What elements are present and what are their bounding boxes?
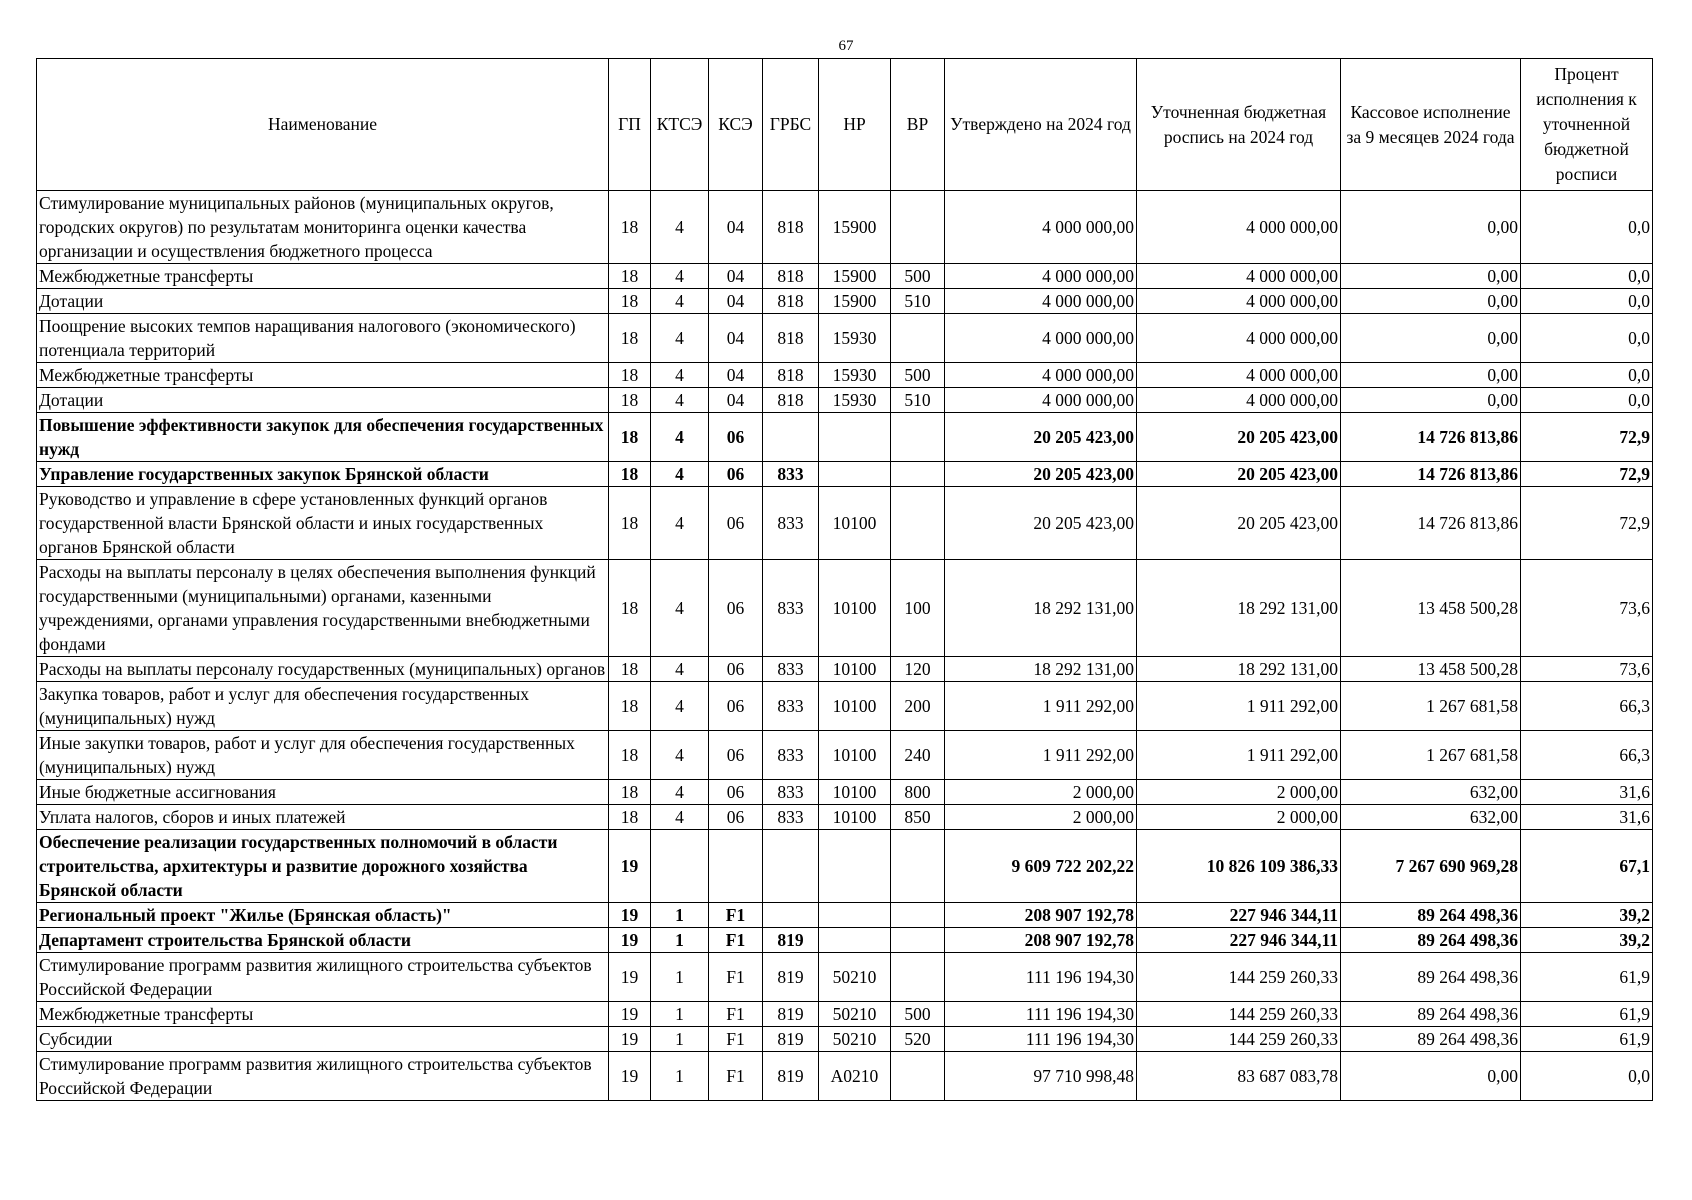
table-row [37, 388, 1653, 413]
cell-nr: 50210 [819, 953, 891, 1002]
table-row [37, 953, 1653, 1002]
cell-refined: 4 000 000,00 [1137, 388, 1341, 413]
cell-approved: 20 205 423,00 [945, 487, 1137, 560]
cell-approved: 208 907 192,78 [945, 928, 1137, 953]
cell-ktse: 4 [651, 780, 709, 805]
cell-gp: 18 [609, 805, 651, 830]
cell-name: Иные закупки товаров, работ и услуг для обеспечения государственных (муниципальных) нужд [37, 731, 609, 780]
cell-gp: 18 [609, 388, 651, 413]
cell-ktse: 4 [651, 289, 709, 314]
table-row [37, 1002, 1653, 1027]
table-row [37, 560, 1653, 657]
cell-vr [891, 413, 945, 462]
cell-nr [819, 462, 891, 487]
cell-percent: 66,3 [1521, 731, 1653, 780]
cell-name: Межбюджетные трансферты [37, 363, 609, 388]
cell-percent: 31,6 [1521, 780, 1653, 805]
cell-grbs: 819 [763, 1052, 819, 1101]
table-row [37, 1052, 1653, 1101]
cell-refined: 4 000 000,00 [1137, 191, 1341, 264]
cell-ktse: 4 [651, 731, 709, 780]
cell-nr: 50210 [819, 1027, 891, 1052]
table-row [37, 805, 1653, 830]
cell-name: Руководство и управление в сфере установленных функций органов государственной власти Брянской области и иных государственных органов Брянской области [37, 487, 609, 560]
cell-ktse: 4 [651, 487, 709, 560]
cell-percent: 0,0 [1521, 363, 1653, 388]
cell-nr [819, 413, 891, 462]
header-approved: Утверждено на 2024 год [945, 59, 1137, 191]
header-refined: Уточненная бюджетная роспись на 2024 год [1137, 59, 1341, 191]
cell-kse: 06 [709, 805, 763, 830]
cell-name: Стимулирование программ развития жилищного строительства субъектов Российской Федерации [37, 953, 609, 1002]
cell-kse: 06 [709, 731, 763, 780]
cell-kse: 04 [709, 363, 763, 388]
cell-vr: 100 [891, 560, 945, 657]
cell-gp: 19 [609, 903, 651, 928]
cell-vr: 200 [891, 682, 945, 731]
cell-refined: 83 687 083,78 [1137, 1052, 1341, 1101]
cell-approved: 111 196 194,30 [945, 953, 1137, 1002]
cell-vr [891, 928, 945, 953]
table-row [37, 731, 1653, 780]
cell-nr: 15900 [819, 289, 891, 314]
budget-table [36, 58, 1653, 1101]
table-row [37, 264, 1653, 289]
cell-kse: 06 [709, 657, 763, 682]
cell-ktse: 4 [651, 413, 709, 462]
cell-refined: 144 259 260,33 [1137, 1027, 1341, 1052]
cell-approved: 111 196 194,30 [945, 1002, 1137, 1027]
cell-grbs: 818 [763, 388, 819, 413]
cell-vr: 240 [891, 731, 945, 780]
cell-approved: 18 292 131,00 [945, 657, 1137, 682]
cell-grbs: 818 [763, 264, 819, 289]
cell-kse: 06 [709, 780, 763, 805]
cell-cash: 13 458 500,28 [1341, 657, 1521, 682]
cell-cash: 0,00 [1341, 264, 1521, 289]
cell-gp: 18 [609, 289, 651, 314]
cell-cash: 632,00 [1341, 780, 1521, 805]
cell-name: Департамент строительства Брянской области [37, 928, 609, 953]
cell-name: Стимулирование программ развития жилищного строительства субъектов Российской Федерации [37, 1052, 609, 1101]
cell-nr: 10100 [819, 487, 891, 560]
cell-vr: 510 [891, 289, 945, 314]
cell-name: Обеспечение реализации государственных полномочий в области строительства, архитектуры и развитие дорожного хозяйства Брянской области [37, 830, 609, 903]
cell-refined: 227 946 344,11 [1137, 928, 1341, 953]
cell-grbs: 819 [763, 1027, 819, 1052]
cell-nr [819, 830, 891, 903]
cell-nr: 10100 [819, 780, 891, 805]
cell-gp: 18 [609, 314, 651, 363]
cell-kse: 04 [709, 289, 763, 314]
table-row [37, 657, 1653, 682]
cell-ktse: 4 [651, 314, 709, 363]
cell-vr [891, 191, 945, 264]
cell-ktse: 1 [651, 903, 709, 928]
cell-vr [891, 1052, 945, 1101]
cell-ktse: 4 [651, 805, 709, 830]
cell-approved: 4 000 000,00 [945, 314, 1137, 363]
cell-kse: F1 [709, 1027, 763, 1052]
cell-nr: 15900 [819, 264, 891, 289]
cell-gp: 18 [609, 264, 651, 289]
cell-percent: 73,6 [1521, 560, 1653, 657]
cell-gp: 18 [609, 657, 651, 682]
cell-nr: 10100 [819, 805, 891, 830]
cell-ktse: 1 [651, 1027, 709, 1052]
header-row [37, 59, 1653, 191]
cell-ktse: 1 [651, 1052, 709, 1101]
cell-approved: 2 000,00 [945, 780, 1137, 805]
cell-vr: 500 [891, 264, 945, 289]
table-row [37, 462, 1653, 487]
table-row [37, 191, 1653, 264]
cell-cash: 14 726 813,86 [1341, 413, 1521, 462]
cell-percent: 66,3 [1521, 682, 1653, 731]
cell-refined: 144 259 260,33 [1137, 953, 1341, 1002]
cell-refined: 4 000 000,00 [1137, 363, 1341, 388]
cell-cash: 632,00 [1341, 805, 1521, 830]
cell-vr: 800 [891, 780, 945, 805]
cell-gp: 19 [609, 1027, 651, 1052]
cell-cash: 1 267 681,58 [1341, 731, 1521, 780]
cell-approved: 9 609 722 202,22 [945, 830, 1137, 903]
cell-nr: 10100 [819, 682, 891, 731]
cell-nr: A0210 [819, 1052, 891, 1101]
header-cash: Кассовое исполнение за 9 месяцев 2024 года [1341, 59, 1521, 191]
cell-name: Поощрение высоких темпов наращивания налогового (экономического) потенциала территорий [37, 314, 609, 363]
cell-cash: 0,00 [1341, 1052, 1521, 1101]
cell-nr: 10100 [819, 560, 891, 657]
cell-cash: 1 267 681,58 [1341, 682, 1521, 731]
cell-cash: 0,00 [1341, 363, 1521, 388]
cell-gp: 18 [609, 487, 651, 560]
cell-ktse [651, 830, 709, 903]
cell-refined: 10 826 109 386,33 [1137, 830, 1341, 903]
cell-kse: 04 [709, 191, 763, 264]
cell-nr [819, 928, 891, 953]
cell-refined: 4 000 000,00 [1137, 314, 1341, 363]
cell-grbs: 818 [763, 363, 819, 388]
cell-gp: 19 [609, 1002, 651, 1027]
cell-approved: 4 000 000,00 [945, 264, 1137, 289]
cell-cash: 0,00 [1341, 289, 1521, 314]
table-row [37, 363, 1653, 388]
cell-percent: 72,9 [1521, 413, 1653, 462]
table-body [37, 191, 1653, 1101]
cell-kse: F1 [709, 1002, 763, 1027]
cell-gp: 18 [609, 363, 651, 388]
cell-gp: 18 [609, 462, 651, 487]
cell-percent: 39,2 [1521, 928, 1653, 953]
cell-grbs: 819 [763, 1002, 819, 1027]
cell-refined: 1 911 292,00 [1137, 731, 1341, 780]
cell-approved: 111 196 194,30 [945, 1027, 1137, 1052]
cell-cash: 14 726 813,86 [1341, 462, 1521, 487]
cell-name: Расходы на выплаты персоналу государственных (муниципальных) органов [37, 657, 609, 682]
cell-grbs: 833 [763, 560, 819, 657]
cell-refined: 20 205 423,00 [1137, 462, 1341, 487]
cell-cash: 89 264 498,36 [1341, 928, 1521, 953]
cell-name: Иные бюджетные ассигнования [37, 780, 609, 805]
cell-percent: 0,0 [1521, 314, 1653, 363]
cell-gp: 18 [609, 682, 651, 731]
cell-kse: 04 [709, 388, 763, 413]
cell-grbs [763, 830, 819, 903]
cell-grbs: 818 [763, 191, 819, 264]
cell-cash: 7 267 690 969,28 [1341, 830, 1521, 903]
cell-ktse: 4 [651, 462, 709, 487]
cell-vr [891, 314, 945, 363]
cell-vr: 500 [891, 363, 945, 388]
cell-refined: 227 946 344,11 [1137, 903, 1341, 928]
cell-kse: 04 [709, 314, 763, 363]
table-row [37, 314, 1653, 363]
table-row [37, 780, 1653, 805]
cell-approved: 2 000,00 [945, 805, 1137, 830]
header-ktse: КТСЭ [651, 59, 709, 191]
cell-percent: 61,9 [1521, 1027, 1653, 1052]
cell-gp: 19 [609, 1052, 651, 1101]
cell-ktse: 4 [651, 363, 709, 388]
cell-grbs: 833 [763, 731, 819, 780]
cell-grbs: 833 [763, 657, 819, 682]
cell-cash: 0,00 [1341, 314, 1521, 363]
header-name: Наименование [37, 59, 609, 191]
cell-kse: F1 [709, 953, 763, 1002]
cell-ktse: 4 [651, 560, 709, 657]
cell-approved: 4 000 000,00 [945, 289, 1137, 314]
cell-refined: 1 911 292,00 [1137, 682, 1341, 731]
header-grbs: ГРБС [763, 59, 819, 191]
cell-refined: 2 000,00 [1137, 780, 1341, 805]
table-row [37, 682, 1653, 731]
cell-grbs: 819 [763, 953, 819, 1002]
cell-percent: 73,6 [1521, 657, 1653, 682]
cell-percent: 0,0 [1521, 264, 1653, 289]
cell-ktse: 4 [651, 682, 709, 731]
cell-name: Повышение эффективности закупок для обеспечения государственных нужд [37, 413, 609, 462]
cell-ktse: 1 [651, 928, 709, 953]
cell-approved: 97 710 998,48 [945, 1052, 1137, 1101]
cell-approved: 1 911 292,00 [945, 731, 1137, 780]
cell-grbs: 819 [763, 928, 819, 953]
cell-grbs: 818 [763, 289, 819, 314]
cell-ktse: 4 [651, 388, 709, 413]
cell-approved: 4 000 000,00 [945, 388, 1137, 413]
cell-vr: 510 [891, 388, 945, 413]
cell-percent: 39,2 [1521, 903, 1653, 928]
cell-grbs [763, 903, 819, 928]
cell-approved: 4 000 000,00 [945, 363, 1137, 388]
cell-name: Дотации [37, 289, 609, 314]
header-kse: КСЭ [709, 59, 763, 191]
cell-ktse: 4 [651, 657, 709, 682]
cell-kse: 06 [709, 487, 763, 560]
cell-vr: 850 [891, 805, 945, 830]
cell-cash: 89 264 498,36 [1341, 1027, 1521, 1052]
cell-name: Стимулирование муниципальных районов (муниципальных округов, городских округов) по результатам мониторинга оценки качества организации и осуществления бюджетного процесса [37, 191, 609, 264]
cell-vr [891, 953, 945, 1002]
cell-refined: 2 000,00 [1137, 805, 1341, 830]
cell-percent: 61,9 [1521, 1002, 1653, 1027]
cell-cash: 0,00 [1341, 388, 1521, 413]
cell-approved: 18 292 131,00 [945, 560, 1137, 657]
cell-vr: 520 [891, 1027, 945, 1052]
table-row [37, 1027, 1653, 1052]
cell-gp: 19 [609, 953, 651, 1002]
cell-nr: 15930 [819, 388, 891, 413]
cell-grbs: 833 [763, 780, 819, 805]
cell-approved: 4 000 000,00 [945, 191, 1137, 264]
header-percent: Процент исполнения к уточненной бюджетной росписи [1521, 59, 1653, 191]
header-vr: ВР [891, 59, 945, 191]
cell-kse: 06 [709, 462, 763, 487]
cell-nr: 10100 [819, 731, 891, 780]
cell-nr: 50210 [819, 1002, 891, 1027]
cell-refined: 18 292 131,00 [1137, 657, 1341, 682]
table-row [37, 487, 1653, 560]
cell-gp: 18 [609, 191, 651, 264]
cell-cash: 13 458 500,28 [1341, 560, 1521, 657]
cell-name: Закупка товаров, работ и услуг для обеспечения государственных (муниципальных) нужд [37, 682, 609, 731]
cell-name: Субсидии [37, 1027, 609, 1052]
cell-gp: 18 [609, 731, 651, 780]
cell-cash: 89 264 498,36 [1341, 953, 1521, 1002]
cell-grbs: 833 [763, 805, 819, 830]
cell-refined: 4 000 000,00 [1137, 289, 1341, 314]
cell-ktse: 4 [651, 191, 709, 264]
cell-kse: F1 [709, 1052, 763, 1101]
table-row [37, 928, 1653, 953]
cell-gp: 18 [609, 780, 651, 805]
cell-vr [891, 830, 945, 903]
cell-approved: 208 907 192,78 [945, 903, 1137, 928]
cell-percent: 0,0 [1521, 1052, 1653, 1101]
cell-ktse: 4 [651, 264, 709, 289]
cell-percent: 67,1 [1521, 830, 1653, 903]
cell-approved: 20 205 423,00 [945, 413, 1137, 462]
cell-cash: 89 264 498,36 [1341, 1002, 1521, 1027]
cell-ktse: 1 [651, 1002, 709, 1027]
cell-gp: 18 [609, 413, 651, 462]
cell-cash: 89 264 498,36 [1341, 903, 1521, 928]
cell-percent: 0,0 [1521, 388, 1653, 413]
cell-gp: 19 [609, 928, 651, 953]
cell-nr: 15930 [819, 363, 891, 388]
header-gp: ГП [609, 59, 651, 191]
cell-name: Уплата налогов, сборов и иных платежей [37, 805, 609, 830]
cell-percent: 0,0 [1521, 191, 1653, 264]
cell-grbs: 833 [763, 487, 819, 560]
cell-refined: 20 205 423,00 [1137, 413, 1341, 462]
cell-refined: 20 205 423,00 [1137, 487, 1341, 560]
table-row [37, 289, 1653, 314]
table-row [37, 830, 1653, 903]
cell-grbs: 833 [763, 682, 819, 731]
cell-cash: 14 726 813,86 [1341, 487, 1521, 560]
cell-refined: 4 000 000,00 [1137, 264, 1341, 289]
cell-approved: 1 911 292,00 [945, 682, 1137, 731]
cell-grbs: 833 [763, 462, 819, 487]
cell-percent: 31,6 [1521, 805, 1653, 830]
cell-kse: F1 [709, 903, 763, 928]
cell-approved: 20 205 423,00 [945, 462, 1137, 487]
cell-gp: 18 [609, 560, 651, 657]
page-number: 67 [838, 38, 854, 54]
cell-vr [891, 487, 945, 560]
cell-name: Региональный проект "Жилье (Брянская область)" [37, 903, 609, 928]
cell-name: Расходы на выплаты персоналу в целях обеспечения выполнения функций государственными (муниципальными) органами, казенными учреждениями, органами управления государственными внебюджетными фондами [37, 560, 609, 657]
cell-nr: 10100 [819, 657, 891, 682]
cell-kse: F1 [709, 928, 763, 953]
header-nr: НР [819, 59, 891, 191]
cell-kse [709, 830, 763, 903]
cell-kse: 06 [709, 682, 763, 731]
cell-percent: 72,9 [1521, 487, 1653, 560]
cell-percent: 72,9 [1521, 462, 1653, 487]
cell-refined: 144 259 260,33 [1137, 1002, 1341, 1027]
cell-vr: 500 [891, 1002, 945, 1027]
cell-grbs: 818 [763, 314, 819, 363]
table-row [37, 413, 1653, 462]
cell-name: Дотации [37, 388, 609, 413]
cell-cash: 0,00 [1341, 191, 1521, 264]
cell-kse: 06 [709, 413, 763, 462]
cell-name: Межбюджетные трансферты [37, 264, 609, 289]
cell-percent: 0,0 [1521, 289, 1653, 314]
cell-kse: 04 [709, 264, 763, 289]
cell-name: Управление государственных закупок Брянской области [37, 462, 609, 487]
cell-percent: 61,9 [1521, 953, 1653, 1002]
cell-kse: 06 [709, 560, 763, 657]
cell-name: Межбюджетные трансферты [37, 1002, 609, 1027]
table-row [37, 903, 1653, 928]
cell-gp: 19 [609, 830, 651, 903]
cell-grbs [763, 413, 819, 462]
cell-vr [891, 462, 945, 487]
cell-nr: 15930 [819, 314, 891, 363]
cell-vr: 120 [891, 657, 945, 682]
cell-nr: 15900 [819, 191, 891, 264]
cell-vr [891, 903, 945, 928]
cell-refined: 18 292 131,00 [1137, 560, 1341, 657]
cell-ktse: 1 [651, 953, 709, 1002]
cell-nr [819, 903, 891, 928]
